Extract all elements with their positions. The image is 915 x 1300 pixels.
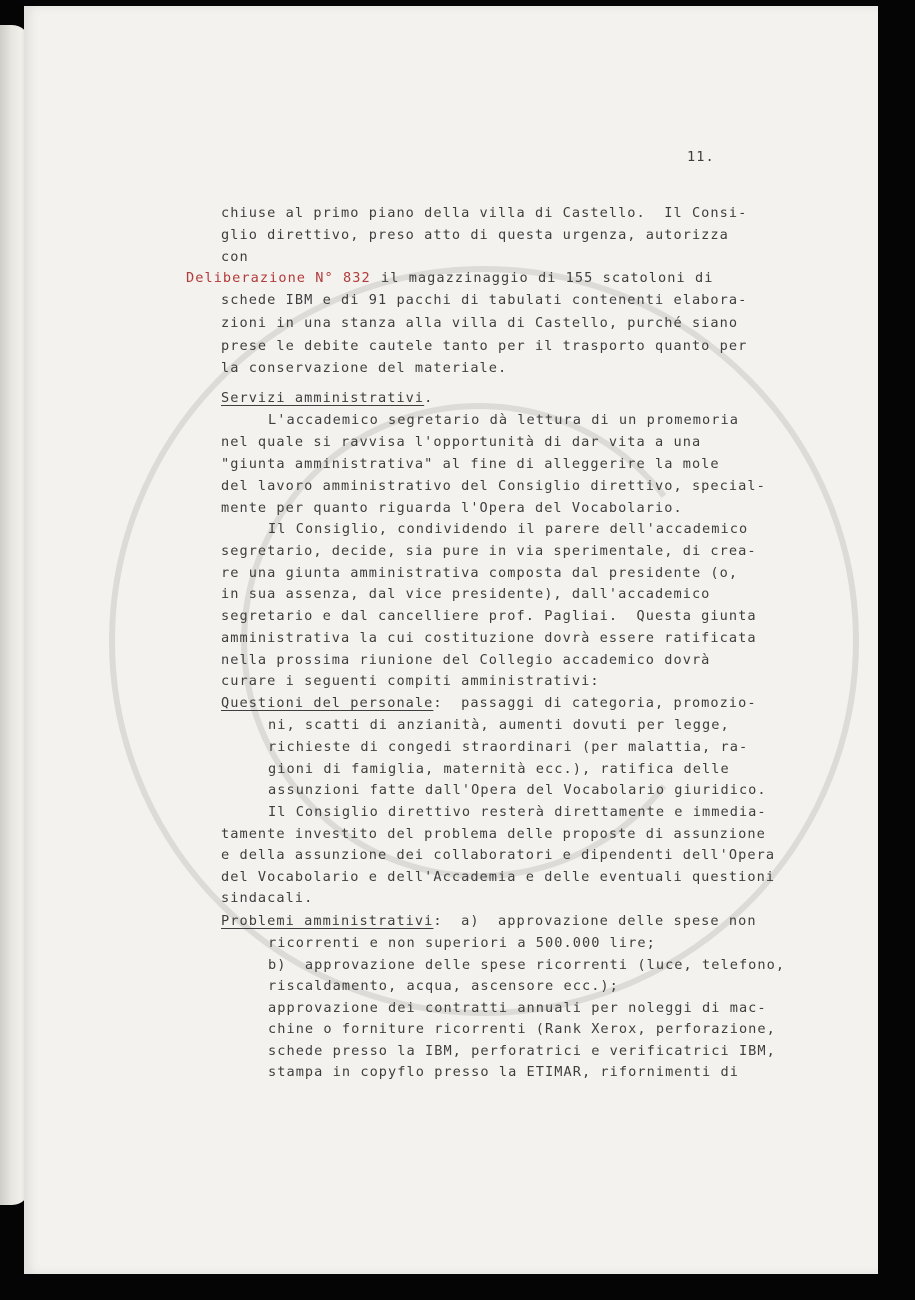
subheading-problemi xyxy=(221,912,757,930)
text-line: approvazione dei contratti annuali per noleggi di mac- xyxy=(268,1000,767,1016)
text-line: del Vocabolario e dell'Accademia e delle eventuali questioni xyxy=(221,869,776,885)
text-line: ni, scatti di anzianità, aumenti dovuti per legge, xyxy=(268,717,730,733)
text-line: sindacali. xyxy=(221,890,314,906)
page-number: 11. xyxy=(687,149,715,165)
text-line: L'accademico segretario dà lettura di un promemoria xyxy=(268,412,739,428)
text-line: il magazzinaggio di 155 scatoloni di xyxy=(381,270,714,286)
text-line: in sua assenza, dal vice presidente), dall'accademico xyxy=(221,586,711,602)
text-line: prese le debite cautele tanto per il trasporto quanto per xyxy=(221,338,748,354)
text-line: curare i seguenti compiti amministrativi: xyxy=(221,673,600,689)
subheading-personale xyxy=(221,694,757,712)
text-line: gioni di famiglia, maternità ecc.), ratifica delle xyxy=(268,761,730,777)
section-heading-period: . xyxy=(424,390,434,406)
text-line: chiuse al primo piano della villa di Castello. Il Consi- xyxy=(221,205,748,221)
text-line: schede IBM e di 91 pacchi di tabulati contenenti elabora- xyxy=(221,292,748,308)
text-fragment: : a) approvazione delle spese non xyxy=(433,913,757,929)
section-heading-title: Servizi amministrativi xyxy=(221,390,425,406)
text-line: chine o forniture ricorrenti (Rank Xerox, perforazione, xyxy=(268,1021,776,1037)
text-line: nella prossima riunione del Collegio accademico dovrà xyxy=(221,652,711,668)
text-line: b) approvazione delle spese ricorrenti (luce, telefono, xyxy=(268,957,786,973)
text-line: glio direttivo, preso atto di questa urgenza, autorizza xyxy=(221,227,729,243)
text-line: assunzioni fatte dall'Opera del Vocabolario giuridico. xyxy=(268,782,767,798)
text-line: segretario e dal cancelliere prof. Pagliai. Questa giunta xyxy=(221,608,757,624)
text-line: "giunta amministrativa" al fine di alleggerire la mole xyxy=(221,456,720,472)
text-line: stampa in copyflo presso la ETIMAR, rifornimenti di xyxy=(268,1064,739,1080)
text-line: amministrativa la cui costituzione dovrà essere ratificata xyxy=(221,630,757,646)
text-line: con xyxy=(221,249,249,265)
text-line: nel quale si ravvisa l'opportunità di dar vita a una xyxy=(221,434,702,450)
text-line: Il Consiglio, condividendo il parere dell'accademico xyxy=(268,521,749,537)
text-line: zioni in una stanza alla villa di Castello, purché siano xyxy=(221,315,739,331)
section-heading xyxy=(221,389,433,407)
text-line: Il Consiglio direttivo resterà direttamente e immedia- xyxy=(268,804,767,820)
subheading-personale-title: Questioni del personale xyxy=(221,695,434,711)
document-page xyxy=(24,6,878,1274)
text-line: tamente investito del problema delle proposte di assunzione xyxy=(221,826,766,842)
text-line: schede presso la IBM, perforatrici e verificatrici IBM, xyxy=(268,1043,776,1059)
margin-note-deliberazione: Deliberazione N° 832 xyxy=(186,270,371,286)
subheading-problemi-title: Problemi amministrativi xyxy=(221,913,434,929)
text-line: del lavoro amministrativo del Consiglio direttivo, special- xyxy=(221,478,766,494)
text-line: richieste di congedi straordinari (per malattia, ra- xyxy=(268,739,749,755)
text-line: la conservazione del materiale. xyxy=(221,360,508,376)
text-line: ricorrenti e non superiori a 500.000 lire; xyxy=(268,935,656,951)
text-line: re una giunta amministrativa composta dal presidente (o, xyxy=(221,565,739,581)
text-line: riscaldamento, acqua, ascensore ecc.); xyxy=(268,978,619,994)
text-line: mente per quanto riguarda l'Opera del Vocabolario. xyxy=(221,500,683,516)
text-fragment: : passaggi di categoria, promozio- xyxy=(433,695,757,711)
text-line: segretario, decide, sia pure in via sperimentale, di crea- xyxy=(221,543,757,559)
text-line: e della assunzione dei collaboratori e dipendenti dell'Opera xyxy=(221,847,776,863)
